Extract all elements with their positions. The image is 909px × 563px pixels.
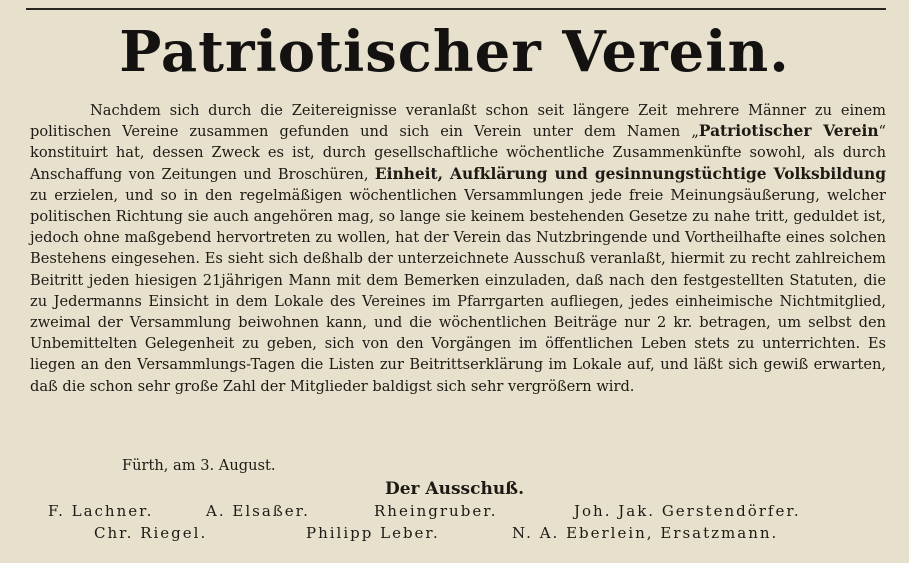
signatory: N. A. Eberlein, Ersatzmann.: [512, 524, 779, 542]
signatory: F. Lachner.: [48, 502, 154, 520]
notice-body: [30, 100, 886, 397]
signatory: Joh. Jak. Gerstendörfer.: [574, 502, 801, 520]
notice-title: Patriotischer Verein.: [119, 19, 790, 85]
signatory: Chr. Riegel.: [94, 524, 208, 542]
signatory: A. Elsaßer.: [206, 502, 310, 520]
body-text-2: “ konstituirt hat, dessen Zweck es ist, durch gesellschaftliche wöchentliche Zusammenkünfte sowohl, als durch Anschaffung von Zeitungen und Broschüren,: [30, 123, 886, 183]
body-text-3: zu erzielen, und so in den regelmäßigen wöchentlichen Versammlungen jede freie Meinungsäußerung, welcher politischen Richtung sie auch angehören mag, so lange sie keinem bestehenden Gesetze zu nahe tritt, geduldet ist, jedoch ohne maßgebend hervortreten zu wollen, hat der Verein das Nutzbringende und Vortheilhafte eines solchen Bestehens eingesehen. Es sieht sich deßhalb der unterzeichnete Ausschuß veranlaßt, hiermit zu recht zahlreichem Beitritt jeden hiesigen 21jährigen Mann mit dem Bemerken einzuladen, daß nach den festgestellten Statuten, die zu Jedermanns Einsicht in dem Lokale des Vereines im Pfarrgarten aufliegen, jedes einheimische Nichtmitglied, zweimal der Versammlung beiwohnen kann, und die wöchentlichen Beiträge nur 2 kr. betragen, um selbst den Unbemittelten Gelegenheit zu geben, sich von den Vorgängen im öffentlichen Leben stets zu unterrichten. Es liegen an den Versammlungs-Tagen die Listen zur Beitrittserklärung im Lokale auf, und läßt sich gewiß erwarten, daß die schon sehr große Zahl der Mitglieder baldigst sich sehr vergrößern wird.: [30, 186, 886, 395]
body-text-1: Nachdem sich durch die Zeitereignisse veranlaßt schon seit längere Zeit mehrere Männer zu einem politischen Vereine zusammen gefunden und sich ein Verein unter dem Namen „: [30, 102, 886, 141]
association-aims: Einheit, Aufklärung und gesinnungstüchtige Volksbildung: [374, 164, 886, 183]
top-rule: [26, 8, 886, 10]
signatory: Philipp Leber.: [306, 524, 440, 542]
place-date-line: Fürth, am 3. August.: [122, 457, 276, 474]
committee-heading: Der Ausschuß.: [384, 479, 525, 499]
association-name: Patriotischer Verein: [698, 122, 879, 141]
signatory: Rheingruber.: [374, 502, 498, 520]
